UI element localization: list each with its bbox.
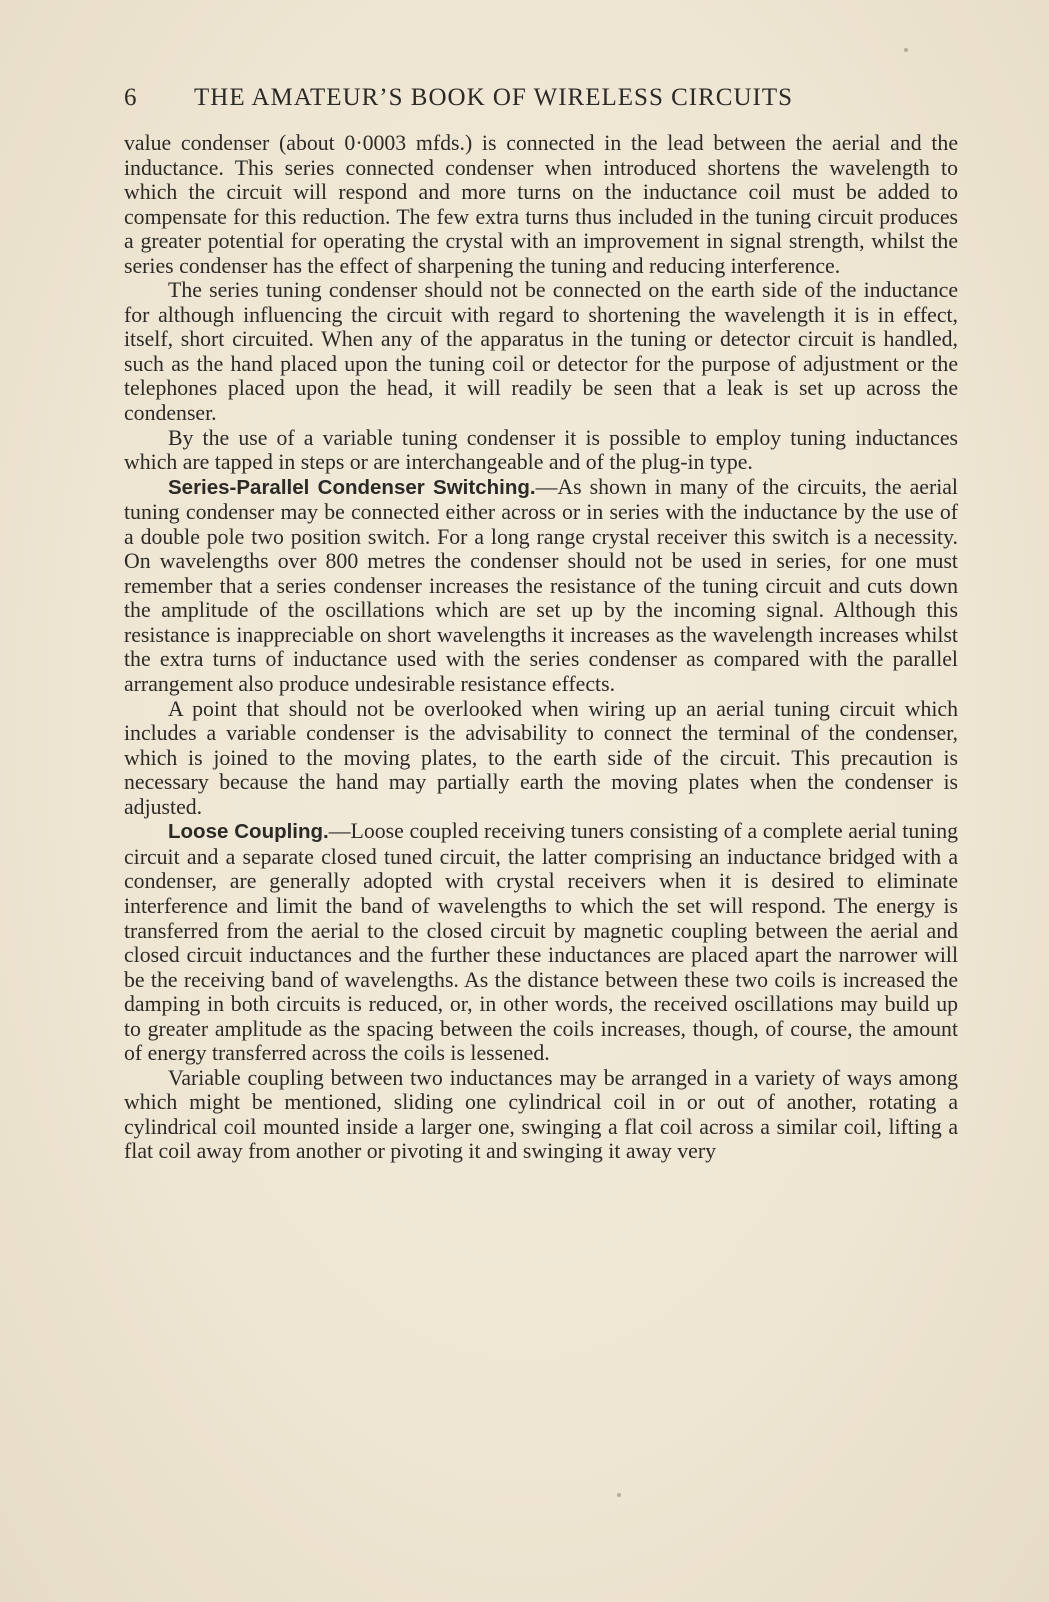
paragraph-text: By the use of a variable tuning condenser it is possible to employ tuning inductances which are tapped in steps or are interchangeable and of the plug-in type. — [124, 425, 958, 475]
paragraph-text: value condenser (about 0·0003 mfds.) is connected in the lead between the aerial and the inductance. This series connected condenser when introduced shortens the wavelength to which the circuit will respond and more turns on the inductance coil must be added to compensate for this reduction. The few extra turns thus included in the tuning circuit produces a greater potential for operating the crystal with an improvement in signal strength, whilst the series condenser has the effect of sharpening the tuning and reducing interference. — [124, 131, 958, 278]
body-text — [124, 131, 958, 1164]
paragraph-7 — [124, 1066, 958, 1164]
paper-speck — [617, 1493, 621, 1497]
running-head — [124, 84, 884, 112]
section-heading: Series-Parallel Condenser Switching. — [168, 475, 536, 499]
paragraph-3 — [124, 426, 958, 475]
paper-speck — [904, 48, 908, 52]
paragraph-series-parallel — [124, 475, 958, 697]
running-title: THE AMATEUR’S BOOK OF WIRELESS CIRCUITS — [194, 84, 793, 111]
paragraph-text: —Loose coupled receiving tuners consisting of a complete aerial tuning circuit and a separate closed tuned circuit, the latter comprising an inductance bridged with a condenser, are generally adopted with crystal receivers when it is desired to eliminate interference and limit the band of wavelengths to which the set will respond. The energy is transferred from the aerial to the closed circuit by magnetic coupling between the aerial and closed circuit inductances and the further these inductances are placed apart the narrower will be the receiving band of wavelengths. As the distance between these two coils is increased the damping in both circuits is reduced, or, in other words, the received oscillations may build up to greater amplitude as the spacing between the coils increases, though, of course, the amount of energy transferred across the coils is lessened. — [124, 819, 958, 1066]
paragraph-5 — [124, 697, 958, 820]
paragraph-loose-coupling — [124, 819, 958, 1065]
section-heading: Loose Coupling. — [168, 820, 329, 844]
paragraph-1 — [124, 131, 958, 278]
page-number: 6 — [124, 84, 138, 111]
paragraph-text: A point that should not be overlooked when wiring up an aerial tuning circuit which includes a variable condenser is the advisability to connect the terminal of the condenser, which is joined to the moving plates, to the earth side of the circuit. This precaution is necessary because the hand may partially earth the moving plates when the condenser is adjusted. — [124, 696, 958, 819]
paragraph-text: The series tuning condenser should not be connected on the earth side of the inductance for although influencing the circuit with regard to shortening the wavelength it is in effect, itself, short circuited. When any of the apparatus in the tuning or detector circuit is handled, such as the hand placed upon the tuning coil or detector for the purpose of adjustment or the telephones placed upon the head, it will readily be seen that a leak is set up across the condenser. — [124, 278, 958, 426]
paragraph-2 — [124, 278, 958, 425]
paragraph-text: —As shown in many of the circuits, the aerial tuning condenser may be connected either across or in series with the inductance by the use of a double pole two position switch. For a long range crystal receiver this switch is a necessity. On wavelengths over 800 metres the condenser should not be used in series, for one must remember that a series condenser increases the resistance of the tuning circuit and cuts down the amplitude of the oscillations which are set up by the incoming signal. Although this resistance is inappreciable on short wavelengths it increases as the wavelength increases whilst the extra turns of inductance used with the series condenser as compared with the parallel arrangement also produce undesirable resistance effects. — [124, 474, 958, 697]
paragraph-text: Variable coupling between two inductances may be arranged in a variety of ways among which might be mentioned, sliding one cylindrical coil in or out of another, rotating a cylindrical coil mounted inside a larger one, swinging a flat coil across a similar coil, lifting a flat coil away from another or pivoting it and swinging it away very — [124, 1065, 958, 1164]
